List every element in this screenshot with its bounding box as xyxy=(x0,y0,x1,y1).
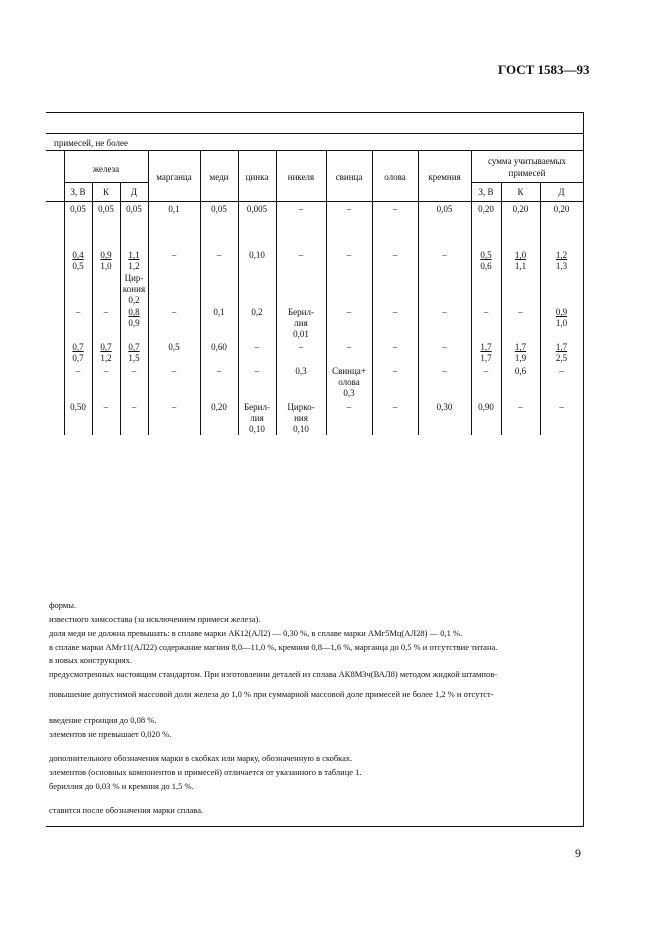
cell: 0,005 xyxy=(246,204,268,214)
col-header-sum-d: Д xyxy=(558,187,565,197)
fraction-cell xyxy=(120,342,148,364)
cell: 0,5 xyxy=(168,342,180,352)
rule xyxy=(418,150,419,435)
page-number: 9 xyxy=(575,846,581,860)
cell: – xyxy=(346,402,352,412)
denominator: 0,7 xyxy=(72,353,84,363)
cell: – xyxy=(346,204,352,214)
cell: – xyxy=(298,204,304,214)
fraction-cell xyxy=(471,342,501,364)
cell: – xyxy=(442,307,447,317)
rule xyxy=(46,133,583,134)
cell: – xyxy=(392,204,398,214)
rule xyxy=(471,182,583,183)
col-header-zb: З, В xyxy=(70,187,86,197)
footnote-line: в сплаве марки АМг11(АЛ22) содержание магния 8,0—11,0 %, кремния 0,8—1,6 %, марганца до 0,5 % и отсутствие титана. xyxy=(49,642,498,652)
header-iron: железа xyxy=(92,164,120,174)
fraction-cell xyxy=(120,250,148,272)
fraction-cell xyxy=(64,250,92,272)
col-header-lead: свинца xyxy=(335,172,363,182)
fraction-cell xyxy=(471,250,501,272)
fraction-cell xyxy=(540,250,583,272)
cell: – xyxy=(392,342,398,352)
cell: – xyxy=(103,402,109,412)
numerator: 0,4 xyxy=(72,250,84,260)
cell: 0,2 xyxy=(128,295,140,305)
cell: – xyxy=(171,402,177,412)
col-header-nickel: никеля xyxy=(287,172,315,182)
cell: – xyxy=(442,366,447,376)
cell: лия xyxy=(294,318,308,328)
col-header-silicon: кремния xyxy=(428,172,461,182)
cell: – xyxy=(392,366,398,376)
col-header-sum-k: К xyxy=(517,187,524,197)
cell: – xyxy=(346,307,352,317)
cell: 0,6 xyxy=(514,366,527,376)
cell: 0,1 xyxy=(213,307,225,317)
cell: – xyxy=(346,250,352,260)
footnote-line: в новых конструкциях. xyxy=(49,655,133,665)
cell: 0,20 xyxy=(211,402,227,412)
numerator: 1,0 xyxy=(514,250,527,260)
fraction-cell xyxy=(92,342,120,364)
cell: – xyxy=(171,250,177,260)
table-caption: примесей, не более xyxy=(54,138,128,148)
cell: – xyxy=(131,366,137,376)
cell: 0,90 xyxy=(478,402,494,412)
cell: – xyxy=(103,307,109,317)
cell: 0,3 xyxy=(295,366,307,376)
footnote-line: доля меди не должна превышать: в сплаве марки АК12(АЛ2) — 0,30 %, в сплаве марки АМг5Мц(АЛ28) — 0,1 %. xyxy=(49,628,463,638)
cell: Берил- xyxy=(244,402,270,412)
cell: 0,01 xyxy=(293,329,309,339)
col-header-manganese: марганца xyxy=(156,172,192,182)
footnote-line: введение стронция до 0,08 %. xyxy=(49,715,157,725)
rule xyxy=(238,150,239,435)
fraction-cell xyxy=(540,342,583,364)
cell: 0,30 xyxy=(436,402,453,412)
cell: – xyxy=(216,366,222,376)
rule xyxy=(64,182,148,183)
cell: – xyxy=(559,366,564,376)
cell: лия xyxy=(250,413,264,423)
cell: – xyxy=(442,250,447,260)
cell: 0,3 xyxy=(343,388,355,398)
col-header-zinc: цинка xyxy=(245,172,269,182)
denominator: 1,7 xyxy=(480,353,492,363)
footnote-line: элементов (основных компонентов и примесей) отличается от указанного в таблице 1. xyxy=(49,767,362,777)
col-header-copper: меди xyxy=(209,172,229,182)
numerator: 1,2 xyxy=(555,250,568,260)
cell: – xyxy=(518,402,523,412)
cell: 0,10 xyxy=(249,424,265,434)
footnote-line: дополнительного обозначения марки в скобках или марку, обозначенную в скобках. xyxy=(49,753,353,763)
cell: 0,05 xyxy=(70,204,86,214)
cell: – xyxy=(254,366,260,376)
fraction-cell xyxy=(92,250,120,272)
footnote-line: формы. xyxy=(49,600,77,610)
denominator: 1,9 xyxy=(514,353,527,363)
header-sum-line1: сумма учитываемых xyxy=(487,156,567,166)
rule xyxy=(46,201,583,202)
cell: – xyxy=(559,402,564,412)
cell: – xyxy=(442,342,447,352)
denominator: 0,6 xyxy=(480,261,492,271)
numerator: 0,7 xyxy=(72,342,84,352)
cell: 0,05 xyxy=(126,204,142,214)
numerator: 1,7 xyxy=(514,342,527,352)
cell: Свинца+ xyxy=(332,366,366,376)
cell: 0,20 xyxy=(512,204,529,214)
cell: 0,2 xyxy=(251,307,263,317)
cell: – xyxy=(298,250,304,260)
cell: – xyxy=(216,250,222,260)
denominator: 0,9 xyxy=(128,318,140,328)
cell: 0,05 xyxy=(211,204,227,214)
cell: 0,05 xyxy=(436,204,453,214)
cell: Цирко- xyxy=(287,402,315,412)
cell: 0,20 xyxy=(553,204,570,214)
rule xyxy=(372,150,373,435)
numerator: 0,5 xyxy=(480,250,492,260)
rule xyxy=(200,150,201,435)
cell: – xyxy=(131,402,137,412)
denominator: 0,5 xyxy=(72,261,84,271)
cell: – xyxy=(483,366,489,376)
cell: Цир- xyxy=(124,273,144,283)
denominator: 1,0 xyxy=(100,261,112,271)
footnote-line: ставится после обозначения марки сплава. xyxy=(49,805,204,815)
cell: кония xyxy=(122,284,146,294)
cell: – xyxy=(346,342,352,352)
cell: 0,10 xyxy=(293,424,309,434)
denominator: 1,0 xyxy=(555,318,568,328)
denominator: 1,5 xyxy=(128,353,140,363)
numerator: 0,9 xyxy=(555,307,568,317)
fraction-cell xyxy=(501,342,540,364)
numerator: 0,9 xyxy=(100,250,112,260)
denominator: 1,2 xyxy=(100,353,112,363)
footnote-line: элементов не превышает 0,020 %. xyxy=(49,729,172,739)
cell: – xyxy=(518,307,523,317)
cell: ния xyxy=(294,413,308,423)
numerator: 1,1 xyxy=(128,250,140,260)
cell: – xyxy=(392,402,398,412)
denominator: 1,3 xyxy=(555,261,568,271)
cell: – xyxy=(75,307,81,317)
cell: 0,05 xyxy=(98,204,114,214)
header-sum-line2: примесей xyxy=(508,168,546,178)
cell: 0,20 xyxy=(478,204,494,214)
fraction-cell xyxy=(120,307,148,329)
numerator: 1,7 xyxy=(555,342,568,352)
col-header-tin: олова xyxy=(384,172,406,182)
cell: – xyxy=(171,307,177,317)
cell: – xyxy=(103,366,109,376)
numerator: 0,7 xyxy=(100,342,112,352)
cell: – xyxy=(483,307,489,317)
footnote-line: известного химсостава (за исключением примеси железа). xyxy=(49,614,261,624)
fraction-cell xyxy=(64,342,92,364)
numerator: 0,8 xyxy=(128,307,140,317)
rule xyxy=(46,150,583,151)
cell: – xyxy=(171,366,177,376)
col-header-sum-zb: З, В xyxy=(478,187,494,197)
numerator: 1,7 xyxy=(480,342,492,352)
col-header-k: К xyxy=(102,187,109,197)
cell: – xyxy=(298,342,304,352)
footnote-line: повышение допустимой массовой доли железа до 1,0 % при суммарной массовой доле примесей не более 1,2 % и отсутст- xyxy=(49,689,494,699)
cell: – xyxy=(254,342,260,352)
rule xyxy=(148,150,149,435)
fraction-cell xyxy=(501,250,540,272)
cell: – xyxy=(392,307,398,317)
cell: – xyxy=(392,250,398,260)
cell: Берил- xyxy=(288,307,314,317)
col-header-d: Д xyxy=(130,187,138,197)
cell: – xyxy=(75,366,81,376)
denominator: 1,2 xyxy=(128,261,140,271)
fraction-cell xyxy=(540,307,583,329)
numerator: 0,7 xyxy=(128,342,140,352)
cell: олова xyxy=(338,377,360,387)
cell: 0,10 xyxy=(249,250,265,260)
standard-number: ГОСТ 1583—93 xyxy=(498,62,590,77)
denominator: 1,1 xyxy=(514,261,527,271)
cell: 0,1 xyxy=(168,204,180,214)
footnote-line: бериллия до 0,03 % и кремния до 1,5 %. xyxy=(49,781,194,791)
denominator: 2,5 xyxy=(555,353,568,363)
cell: 0,50 xyxy=(70,402,86,412)
rule xyxy=(276,150,277,435)
footnote-line: предусмотренных настоящим стандартом. При изготовлении деталей из сплава АК8М3ч(ВАЛ8) методом жидкой штампов- xyxy=(49,669,498,679)
cell: 0,60 xyxy=(211,342,227,352)
